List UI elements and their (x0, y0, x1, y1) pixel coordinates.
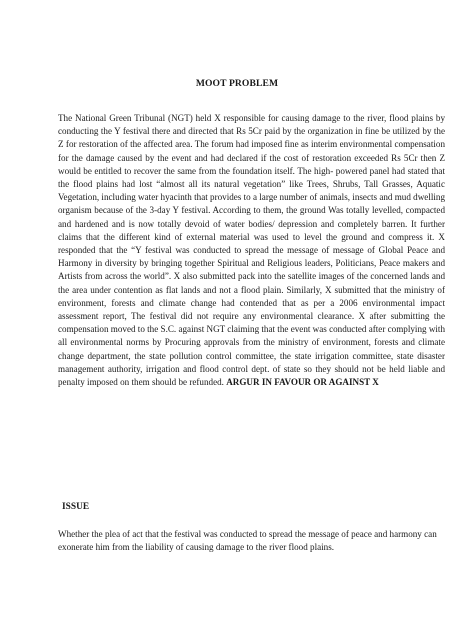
problem-statement (58, 112, 445, 389)
argument-callout: ARGUR IN FAVOUR OR AGAINST X (226, 377, 379, 388)
problem-body: The National Green Tribunal (NGT) held X responsible for causing damage to the river, flood plains by conducting the Y festival there and directed that Rs 5Cr paid by the organization in fine be utilized by the Z for restoration of the affected area. The forum had imposed fine as interim environmental compensation for the damage caused by the event and had declared if the cost of restoration exceeded Rs 5Cr then Z would be entitled to recover the same from the foundation itself. The high- powered panel had stated that the flood plains had lost “almost all its natural vegetation” like Trees, Shrubs, Tall Grasses, Aquatic Vegetation, including water hyacinth that provides to a large number of animals, insects and mud dwelling organism because of the 3-day Y festival. According to them, the ground Was totally levelled, compacted and hardened and is now totally devoid of water bodies/ depression and completely barren. It further claims that the different kind of external material was used to level the ground and compress it. X responded that the “Y festival was conducted to spread the message of message of Global Peace and Harmony in diversity by bringing together Spiritual and Religious leaders, Politicians, Peace makers and Artists from across the world”. X also submitted pack into the satellite images of the concerned lands and the area under contention as flat lands and not a flood plain. Similarly, X submitted that the ministry of environment, forests and climate change had contended that as per a 2006 environmental impact assessment report, The festival did not require any environmental clearance. X after submitting the compensation moved to the S.C. against NGT claiming that the event was conducted after complying with all environmental norms by Procuring approvals from the ministry of environment, forests and climate change department, the state pollution control committee, the state irrigation committee, state disaster management authority, irrigation and flood control dept. of state so they should not be held liable and penalty imposed on them should be refunded. (58, 113, 445, 388)
issue-heading: ISSUE (62, 502, 90, 512)
document-title: MOOT PROBLEM (195, 78, 279, 89)
issue-text: Whether the plea of act that the festival was conducted to spread the message of peace and harmony can exonerate him from the liability of causing damage to the river flood plains. (58, 529, 437, 553)
